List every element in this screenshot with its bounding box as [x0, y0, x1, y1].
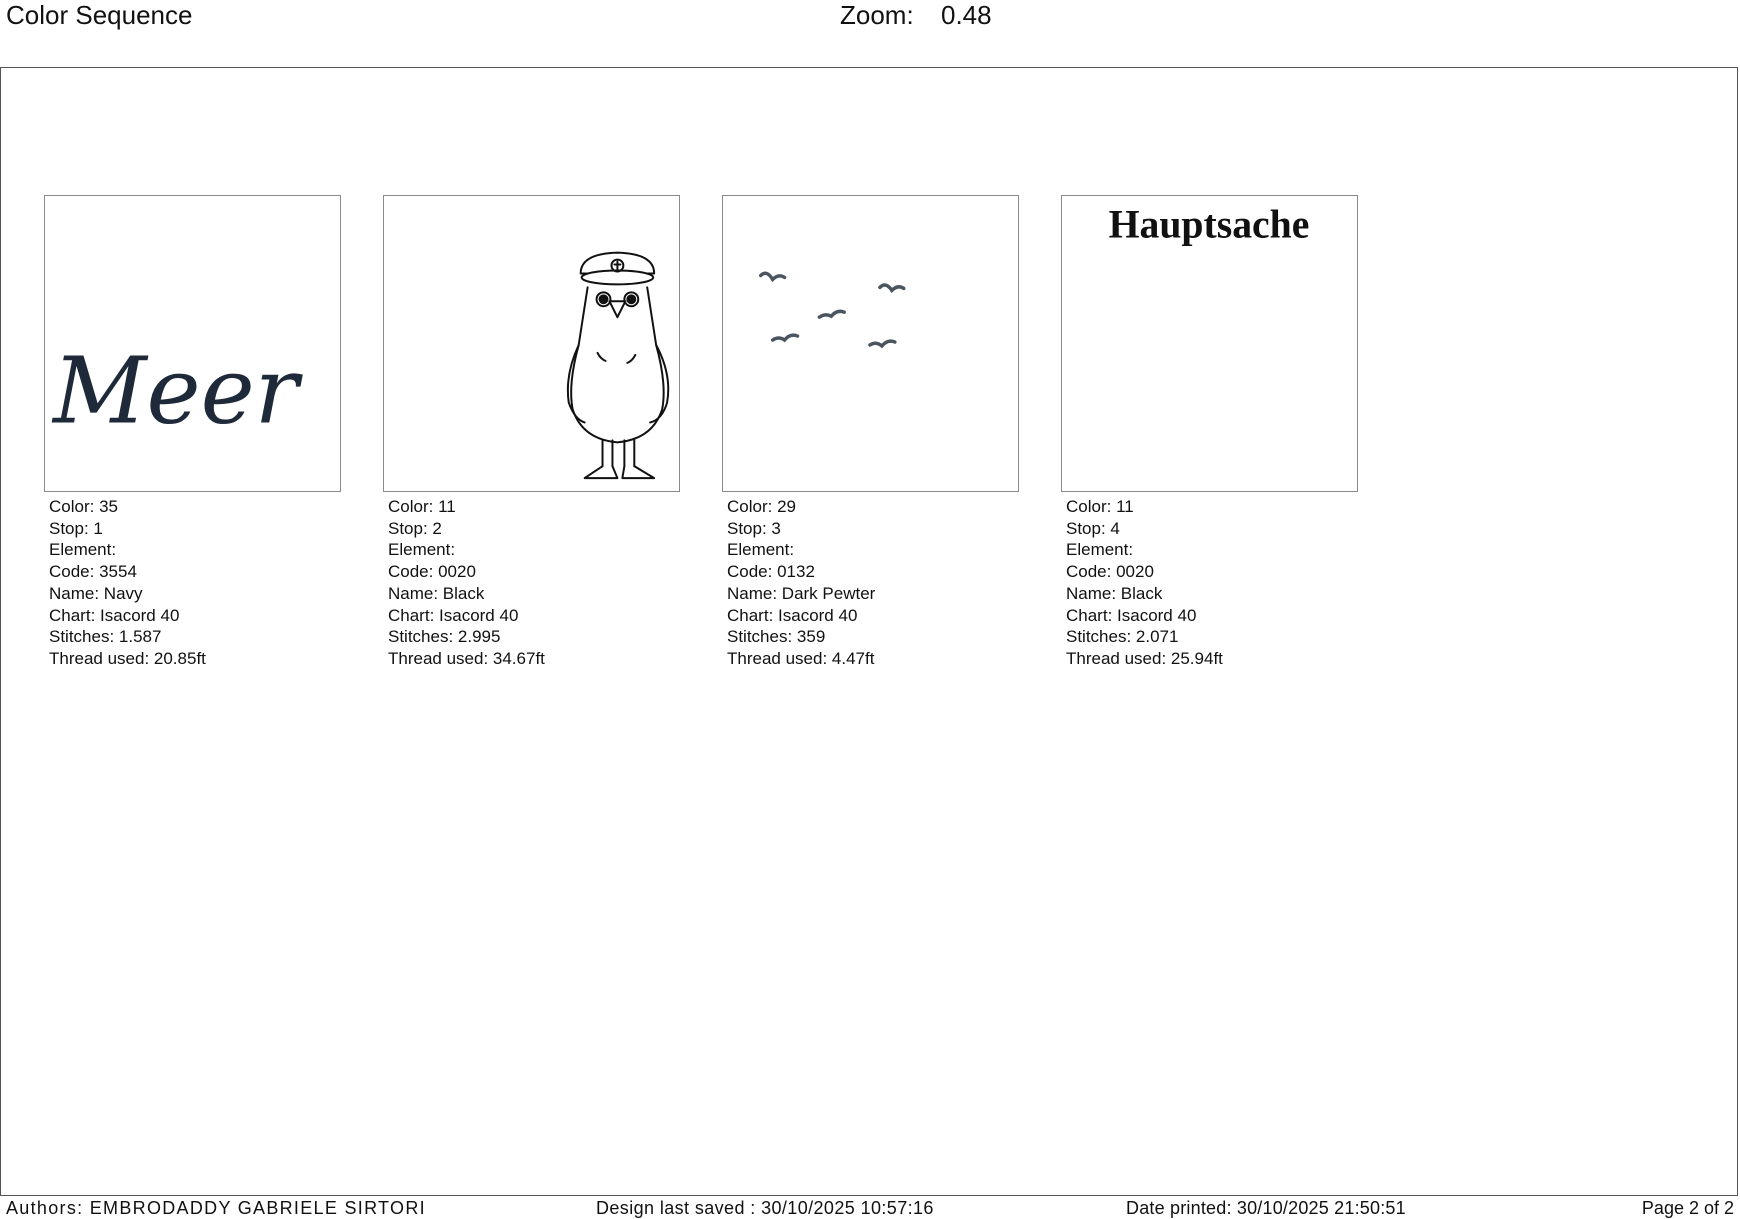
color-info-1: [49, 496, 341, 670]
stitch-count: Stitches: 2.071: [1066, 627, 1179, 647]
stitch-count: Stitches: 359: [727, 627, 826, 647]
zoom-value: 0.48: [941, 0, 992, 30]
thread-name: Name: Navy: [49, 583, 143, 603]
stop-number: Stop: 1: [49, 518, 103, 538]
element-label: Element:: [49, 540, 117, 560]
thread-name: Name: Black: [388, 583, 485, 603]
thread-name: Name: Dark Pewter: [727, 583, 876, 603]
thumb-text: Meer: [52, 337, 299, 445]
thumb-text: Hauptsache: [1108, 202, 1310, 247]
footer-date-printed: Date printed: 30/10/2025 21:50:51: [1126, 1198, 1406, 1218]
footer-last-saved: Design last saved : 30/10/2025 10:57:16: [596, 1198, 934, 1218]
color-card-1: [44, 195, 341, 670]
sequence-frame: [0, 67, 1738, 1196]
color-thumbnail-4: [1061, 195, 1358, 492]
color-number: Color: 11: [1066, 497, 1134, 516]
thread-code: Code: 0020: [1066, 562, 1154, 582]
thread-chart: Chart: Isacord 40: [49, 605, 180, 625]
color-thumbnail-1: [44, 195, 341, 492]
color-thumbnail-2: [383, 195, 680, 492]
thread-used: Thread used: 20.85ft: [49, 648, 206, 668]
footer-page-number: Page 2 of 2: [1641, 1198, 1734, 1218]
color-number: Color: 11: [388, 497, 456, 516]
zoom-label: Zoom:: [840, 0, 914, 30]
color-number: Color: 35: [49, 497, 118, 516]
stitch-count: Stitches: 1.587: [49, 627, 162, 647]
hauptsache-lettering-icon: [1062, 196, 1357, 491]
element-label: Element:: [727, 540, 795, 560]
footer-authors: Authors: EMBRODADDY GABRIELE SIRTORI: [6, 1198, 426, 1218]
stop-number: Stop: 2: [388, 518, 442, 538]
element-label: Element:: [388, 540, 456, 560]
thread-chart: Chart: Isacord 40: [727, 605, 858, 625]
stop-number: Stop: 4: [1066, 518, 1120, 538]
thread-name: Name: Black: [1066, 583, 1163, 603]
meer-script-icon: [45, 196, 340, 491]
thread-used: Thread used: 25.94ft: [1066, 648, 1223, 668]
seagull-icon: [384, 196, 679, 491]
color-thumbnail-3: [722, 195, 1019, 492]
stop-number: Stop: 3: [727, 518, 781, 538]
thread-chart: Chart: Isacord 40: [1066, 605, 1197, 625]
color-card-2: [383, 195, 680, 670]
element-label: Element:: [1066, 540, 1134, 560]
thread-code: Code: 0020: [388, 562, 476, 582]
thread-code: Code: 3554: [49, 562, 137, 582]
thread-used: Thread used: 4.47ft: [727, 648, 875, 668]
stitch-count: Stitches: 2.995: [388, 627, 501, 647]
thread-chart: Chart: Isacord 40: [388, 605, 519, 625]
color-number: Color: 29: [727, 497, 796, 516]
color-info-3: [727, 496, 1019, 670]
color-card-4: [1061, 195, 1358, 670]
color-card-3: [722, 195, 1019, 670]
thread-used: Thread used: 34.67ft: [388, 648, 545, 668]
color-info-4: [1066, 496, 1358, 670]
color-info-2: [388, 496, 680, 670]
thread-code: Code: 0132: [727, 562, 815, 582]
flying-birds-icon: [723, 196, 1018, 491]
page-title: Color Sequence: [6, 0, 193, 30]
